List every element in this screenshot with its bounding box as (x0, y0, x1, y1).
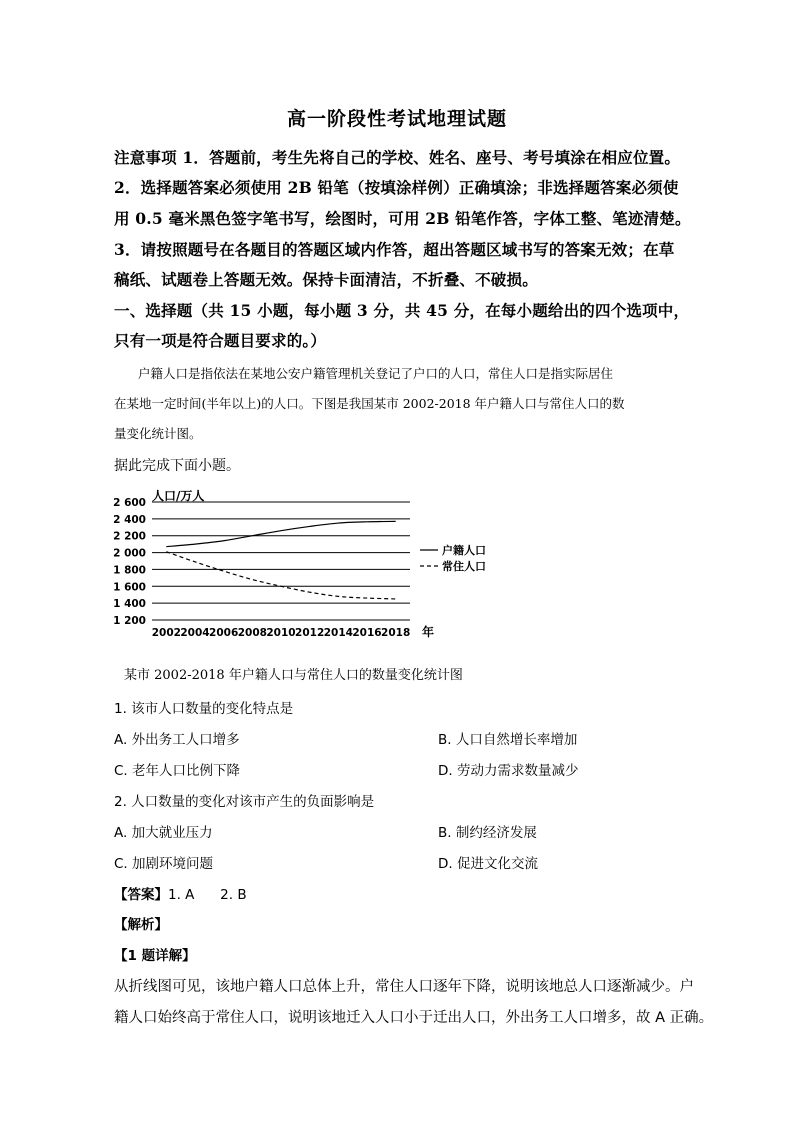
question-2-option-b: B. 制约经济发展 (438, 825, 537, 841)
x-tick-label: 2008 (237, 627, 267, 639)
answer-value: 1. A 2. B (168, 887, 247, 903)
series-line-1 (166, 521, 395, 546)
passage-line-2: 在某地一定时间(半年以上)的人口。下图是我国某市 2002-2018 年户籍人口与常住人口的数 (114, 396, 625, 411)
y-axis-label: 人口/万人 (152, 489, 205, 503)
x-tick-label: 2010 (266, 627, 296, 639)
passage-line-1: 户籍人口是指依法在某地公安户籍管理机关登记了户口的人口，常住人口是指实际居住 (138, 366, 614, 381)
passage-line-3: 量变化统计图。 (114, 426, 202, 441)
section-heading-line-2: 只有一项是符合题目要求的。） (114, 331, 327, 350)
x-tick-label: 2004 (180, 627, 210, 639)
detail-label: 【1 题详解】 (114, 948, 196, 964)
y-tick-label: 1 600 (113, 581, 146, 594)
y-tick-label: 2 400 (113, 513, 146, 526)
x-tick-label: 2014 (323, 627, 353, 639)
answer-row (114, 883, 247, 903)
x-tick-label: 2006 (209, 627, 239, 639)
question-1-option-d: D. 劳动力需求数量减少 (438, 763, 579, 779)
y-tick-label: 1 200 (113, 615, 146, 627)
x-axis-label: 年 (422, 625, 435, 639)
notice-line-1: 注意事项 1．答题前，考生先将自己的学校、姓名、座号、考号填涂在相应位置。 (114, 148, 681, 167)
section-heading-line-1: 一、选择题（共 15 小题，每小题 3 分，共 45 分，在每小题给出的四个选项中， (114, 301, 690, 320)
analysis-label: 【解析】 (114, 917, 168, 933)
question-1-option-c: C. 老年人口比例下降 (114, 763, 241, 779)
series-line-2 (166, 552, 395, 599)
question-2-option-d: D. 促进文化交流 (438, 856, 538, 872)
x-tick-label: 2012 (295, 627, 325, 639)
y-tick-label: 1 400 (113, 598, 146, 611)
instruction-text: 据此完成下面小题。 (114, 458, 240, 474)
y-tick-label: 1 800 (113, 564, 146, 577)
question-1-stem: 1. 该市人口数量的变化特点是 (114, 701, 294, 717)
y-tick-label: 2 200 (113, 530, 146, 543)
question-2-stem: 2. 人口数量的变化对该市产生的负面影响是 (114, 794, 375, 810)
question-2-option-c: C. 加剧环境问题 (114, 856, 214, 872)
y-tick-label: 2 600 (113, 497, 146, 509)
legend-label: 常住人口 (442, 560, 486, 573)
notice-line-5: 稿纸、试题卷上答题无效。保持卡面清洁，不折叠、不破损。 (114, 270, 538, 289)
x-tick-label: 2002 (151, 627, 181, 639)
notice-line-4: 3．请按照题号在各题目的答题区域内作答，超出答题区域书写的答案无效；在草 (114, 240, 675, 259)
answer-label: 【答案】 (114, 887, 168, 903)
y-tick-label: 2 000 (113, 547, 146, 560)
notice-line-2: 2．选择题答案必须使用 2B 铅笔（按填涂样例）正确填涂；非选择题答案必须使 (114, 178, 679, 197)
legend-label: 户籍人口 (442, 544, 486, 557)
population-line-chart (110, 488, 510, 660)
x-tick-label: 2016 (352, 627, 382, 639)
chart-caption: 某市 2002-2018 年户籍人口与常住人口的数量变化统计图 (124, 668, 463, 683)
question-2-option-a: A. 加大就业压力 (114, 825, 213, 841)
question-1-option-a: A. 外出务工人口增多 (114, 732, 240, 748)
question-1-option-b: B. 人口自然增长率增加 (438, 732, 578, 748)
x-tick-label: 2018 (381, 627, 411, 639)
notice-line-3: 用 0.5 毫米黑色签字笔书写，绘图时，可用 2B 铅笔作答，字体工整、笔迹清楚。 (114, 209, 691, 228)
detail-line-2: 籍人口始终高于常住人口，说明该地迁入人口小于迁出人口，外出务工人口增多，故 A 正确。 (114, 1010, 714, 1026)
detail-line-1: 从折线图可见，该地户籍人口总体上升，常住人口逐年下降，说明该地总人口逐渐减少。户 (114, 979, 694, 995)
page-title: 高一阶段性考试地理试题 (286, 108, 507, 130)
